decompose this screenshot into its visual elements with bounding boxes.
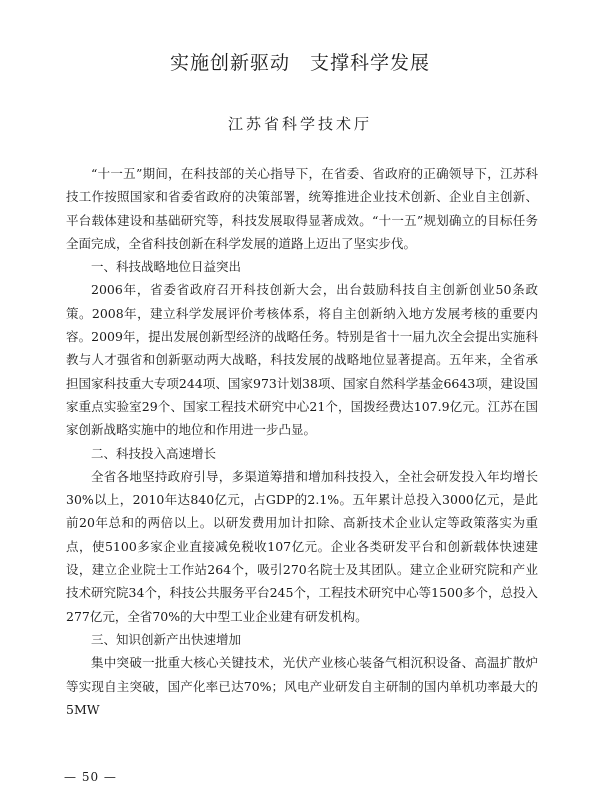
document-body	[66, 162, 538, 721]
section-paragraph-1: 2006年，省委省政府召开科技创新大会，出台鼓励科技自主创新创业50条政策。2008年，建立科学发展评价考核体系，将自主创新纳入地方发展考核的重要内容。2009年，提出发展创新型经济的战略任务。特别是省十一届九次全会提出实施科教与人才强省和创新驱动两大战略，科技发展的战略地位显著提高。五年来，全省承担国家科技重大专项244项、国家973计划38项、国家自然科学基金6643项，建设国家重点实验室29个、国家工程技术研究中心21个，国拨经费达107.9亿元。江苏在国家创新战略实施中的地位和作用进一步凸显。	[66, 282, 538, 438]
document-author: 江苏省科学技术厅	[227, 115, 372, 133]
section-heading-2: 二、科技投入高速增长	[91, 445, 217, 461]
document-title: 实施创新驱动 支撑科学发展	[169, 52, 430, 74]
section-paragraph-2: 全省各地坚持政府引导，多渠道筹措和增加科技投入，全社会研发投入年均增长30%以上，2010年达840亿元，占GDP的2.1%。五年累计总投入3000亿元，是此前20年总和的两倍以上。以研发费用加计扣除、高新技术企业认定等政策落实为重点，使5100多家企业直接减免税收107亿元。企业各类研发平台和创新载体快速建设，建立企业院士工作站264个，吸引270名院士及其团队。建立企业研究院和产业技术研究院34个，科技公共服务平台245个，工程技术研究中心等1500多个，总投入277亿元，全省70%的大中型工业企业建有研发机构。	[66, 468, 538, 624]
section-heading-3: 三、知识创新产出快速增加	[91, 631, 242, 647]
section-heading-1: 一、科技战略地位日益突出	[91, 259, 242, 275]
section-paragraph-3: 集中突破一批重大核心关键技术，光伏产业核心装备气相沉积设备、高温扩散炉等实现自主突破，国产化率已达70%；风电产业研发自主研制的国内单机功率最大的5MW	[66, 655, 538, 717]
intro-paragraph: “十一五”期间，在科技部的关心指导下，在省委、省政府的正确领导下，江苏科技工作按照国家和省委省政府的决策部署，统筹推进企业技术创新、企业自主创新、平台载体建设和基础研究等，科技发展取得显著成效。“十一五”规划确立的目标任务全面完成，全省科技创新在科学发展的道路上迈出了坚实步伐。	[66, 166, 538, 251]
page-number: — 50 —	[64, 770, 117, 784]
